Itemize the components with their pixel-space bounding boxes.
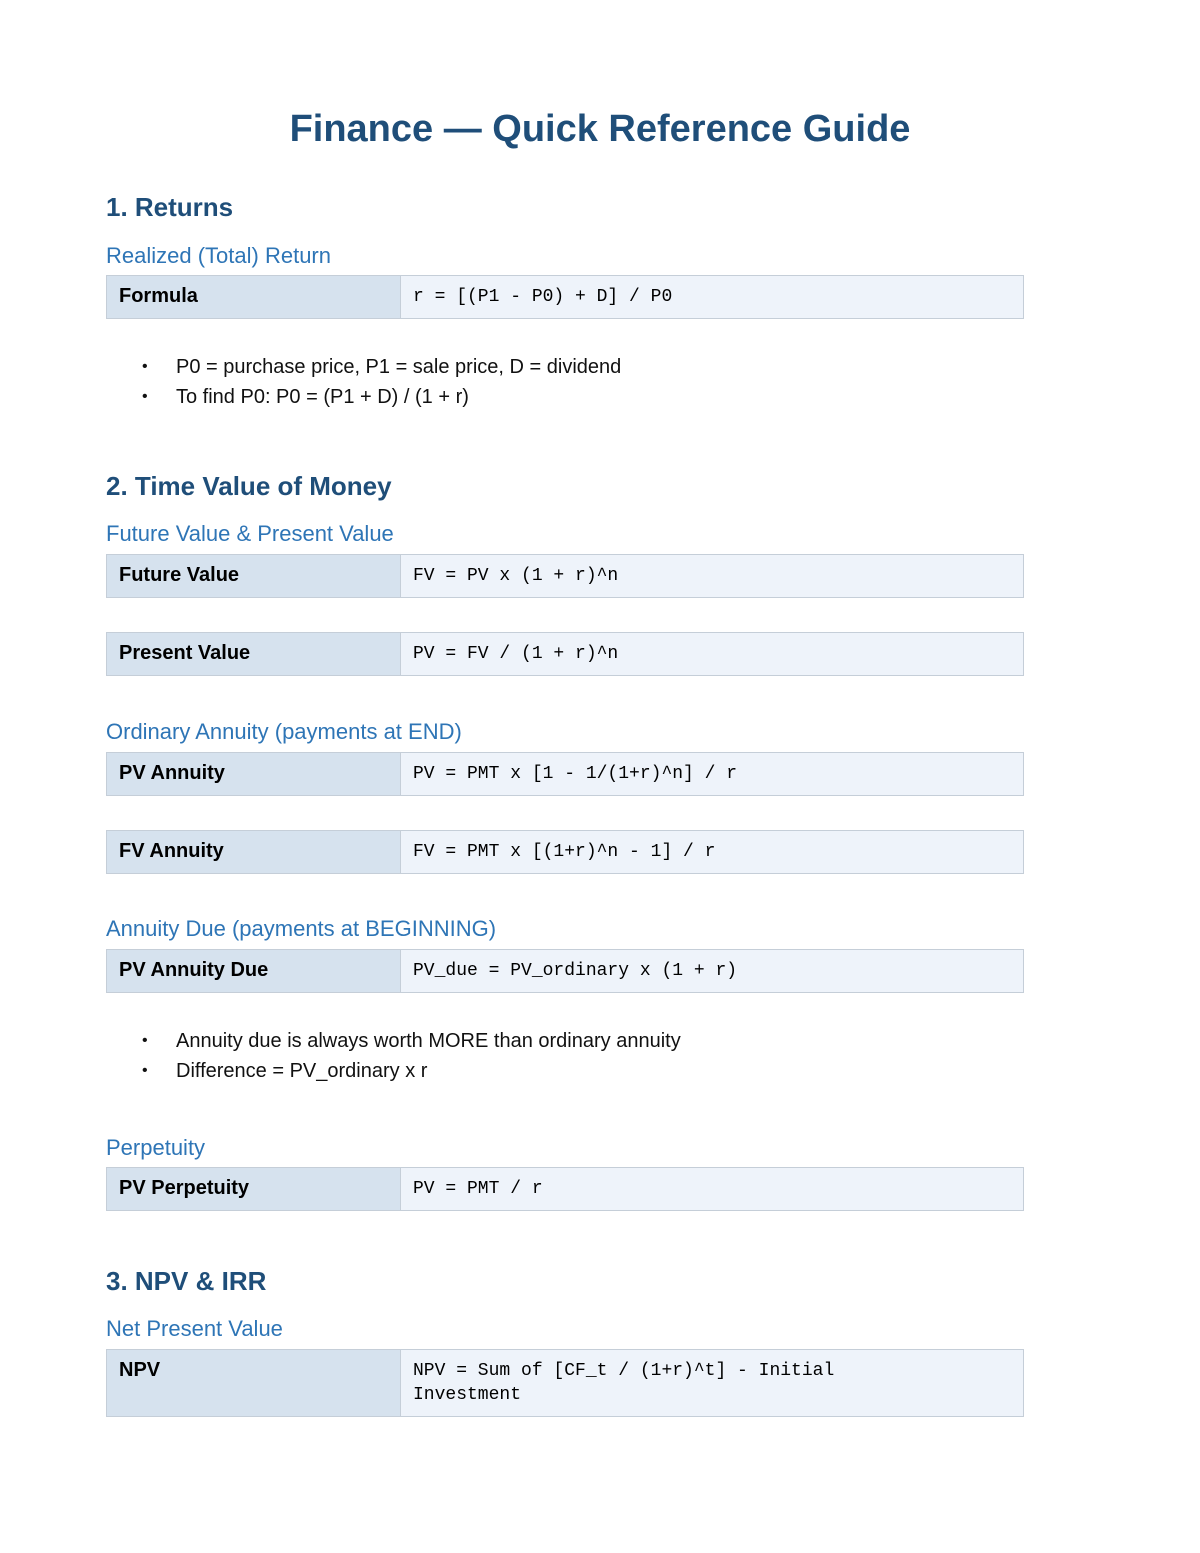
formula-row-present-value — [106, 632, 1024, 676]
formula-label: Present Value — [107, 633, 401, 675]
formula-value: r = [(P1 - P0) + D] / P0 — [401, 276, 1023, 318]
formula-label: Formula — [107, 276, 401, 318]
section-heading-returns: 1. Returns — [106, 192, 234, 222]
subsection-heading-annuity-due: Annuity Due (payments at BEGINNING) — [106, 916, 497, 941]
formula-label: PV Annuity — [107, 753, 401, 795]
formula-value: PV_due = PV_ordinary x (1 + r) — [401, 950, 1023, 992]
subsection-heading-npv: Net Present Value — [106, 1316, 283, 1341]
formula-row-pv-perpetuity — [106, 1167, 1024, 1211]
list-item: • Annuity due is always worth MORE than ordinary annuity — [142, 1026, 681, 1056]
formula-value: PV = PMT / r — [401, 1168, 1023, 1210]
list-item: • P0 = purchase price, P1 = sale price, D = dividend — [142, 352, 621, 382]
formula-label: Future Value — [107, 555, 401, 597]
annuity-due-bullet-list — [142, 1026, 681, 1086]
formula-value: FV = PMT x [(1+r)^n - 1] / r — [401, 831, 1023, 873]
formula-row-realized-return — [106, 275, 1024, 319]
subsection-heading-perpetuity: Perpetuity — [106, 1135, 206, 1160]
formula-label: PV Perpetuity — [107, 1168, 401, 1210]
list-item: • To find P0: P0 = (P1 + D) / (1 + r) — [142, 382, 621, 412]
formula-row-pv-annuity — [106, 752, 1024, 796]
formula-row-fv-annuity — [106, 830, 1024, 874]
formula-value: PV = PMT x [1 - 1/(1+r)^n] / r — [401, 753, 1023, 795]
subsection-heading-realized-return: Realized (Total) Return — [106, 243, 331, 268]
section-heading-npv-irr: 3. NPV & IRR — [106, 1266, 267, 1296]
formula-label: NPV — [107, 1350, 401, 1416]
formula-row-future-value — [106, 554, 1024, 598]
formula-value: FV = PV x (1 + r)^n — [401, 555, 1023, 597]
formula-label: PV Annuity Due — [107, 950, 401, 992]
document-title: Finance — Quick Reference Guide — [289, 108, 911, 150]
formula-row-pv-annuity-due — [106, 949, 1024, 993]
formula-row-npv — [106, 1349, 1024, 1417]
formula-value: PV = FV / (1 + r)^n — [401, 633, 1023, 675]
formula-label: FV Annuity — [107, 831, 401, 873]
list-item: • Difference = PV_ordinary x r — [142, 1056, 681, 1086]
section-heading-time-value-of-money: 2. Time Value of Money — [106, 471, 392, 501]
subsection-heading-ordinary-annuity: Ordinary Annuity (payments at END) — [106, 719, 462, 744]
formula-value: NPV = Sum of [CF_t / (1+r)^t] - Initial Investment — [401, 1350, 1023, 1416]
subsection-heading-fv-pv: Future Value & Present Value — [106, 521, 394, 546]
returns-bullet-list — [142, 352, 621, 412]
